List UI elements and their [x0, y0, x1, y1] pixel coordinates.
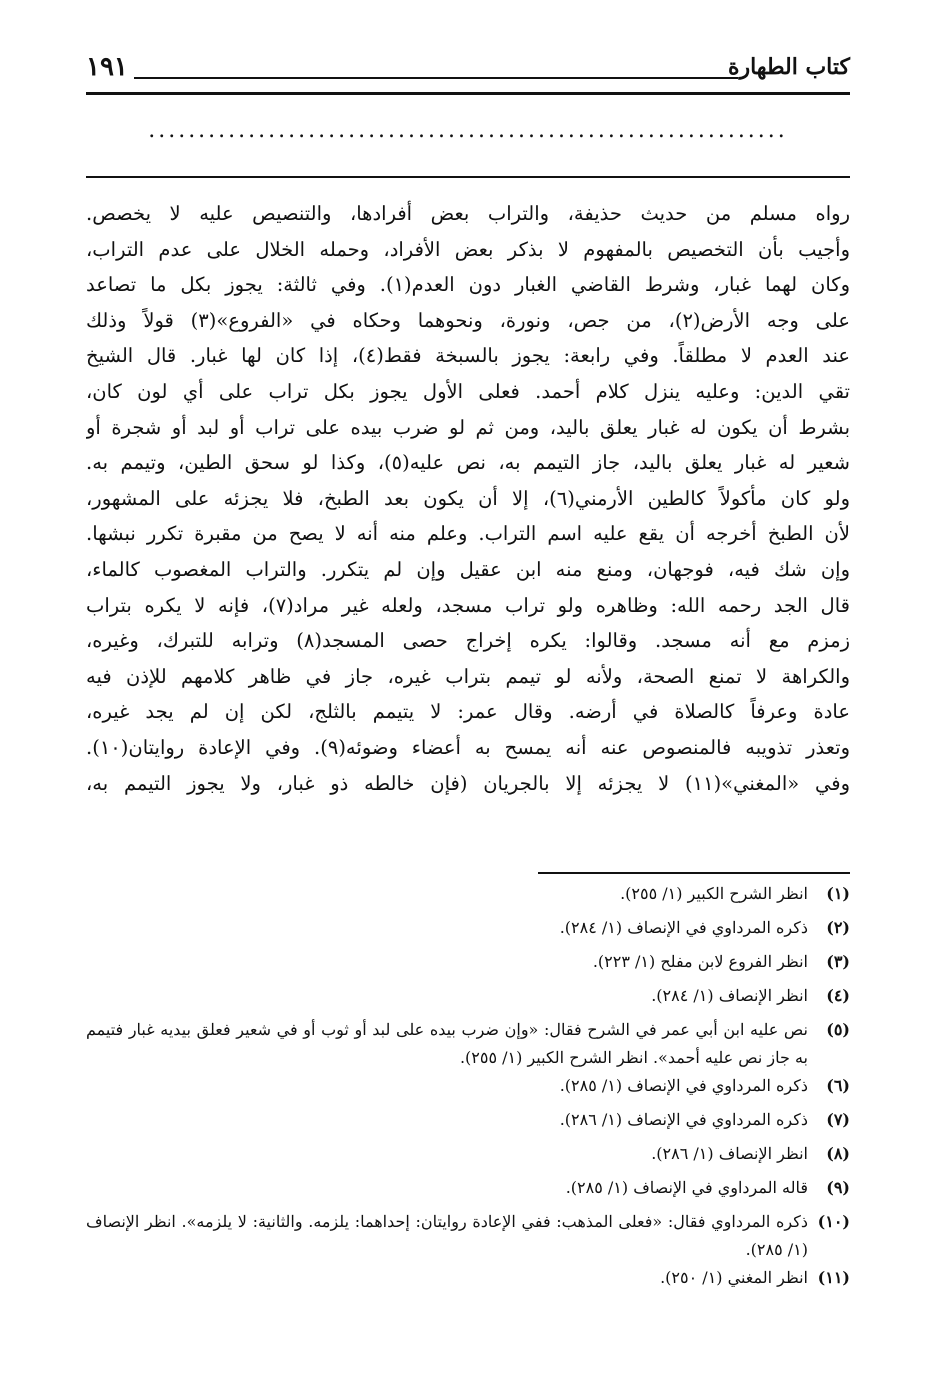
page-number: ١٩١	[86, 52, 128, 82]
text-line: شعير له غبار يعلق باليد، جاز التيمم به، نص عليه(٥)، وكذا لو سحق الطين، وتيمم به.	[86, 451, 850, 475]
omitted-text-dots: ................................................................	[148, 118, 788, 143]
footnote-text: انظر المغني (١/ ٢٥٠).	[660, 1268, 808, 1287]
text-line: عند العدم لا مطلقاً. وفي رابعة: يجوز بالسبخة فقط(٤)، إذا كان لها غبار. قال الشيخ	[86, 344, 850, 368]
footnote-number: (١١)	[817, 1268, 850, 1287]
footnote-text: ذكره المرداوي في الإنصاف (١/ ٢٨٦).	[559, 1110, 808, 1129]
text-line: قال الجد رحمه الله: وظاهره ولو تراب مسجد، ولعله غير مراد(٧)، فإنه لا يكره بتراب	[86, 593, 850, 617]
text-line: بشرط أن يكون له غبار يعلق باليد، ومن ثم لو ضرب بيده على تراب أو لبد أو شجرة أو	[86, 415, 850, 439]
footnote-separator	[538, 872, 850, 874]
footnote-text: انظر الشرح الكبير (١/ ٢٥٥).	[620, 884, 808, 903]
text-line: زمزم مع أنه مسجد. وقالوا: يكره إخراج حصى المسجد(٨) وترابه للتبرك، وغيره،	[86, 629, 850, 653]
footnotes	[86, 880, 850, 1298]
footnote-number: (٦)	[826, 1076, 850, 1095]
footnote-text: ذكره المرداوي في الإنصاف (١/ ٢٨٥).	[559, 1076, 808, 1095]
footnote-number: (١)	[826, 884, 850, 903]
text-line: وإن شك فيه، فوجهان، ومنع منه ابن عقيل وإن لم يتكرر. والتراب المغصوب كالماء،	[86, 557, 850, 581]
header-rule	[86, 92, 850, 95]
footnote-number: (٥)	[826, 1020, 850, 1039]
footnote	[86, 1174, 850, 1208]
footnote-number: (٢)	[826, 918, 850, 937]
footnote	[86, 1016, 850, 1072]
footnote	[86, 1072, 850, 1106]
footnote	[86, 982, 850, 1016]
footnote	[86, 948, 850, 982]
text-line: ولو كان مأكولاً كالطين الأرمني(٦)، إلا أن يكون بعد الطبخ، فلا يجزئه على المشهور،	[86, 486, 850, 510]
footnote-number: (٧)	[826, 1110, 850, 1129]
text-line: تقي الدين: وعليه ينزل كلام أحمد. فعلى الأول يجوز بكل تراب على أي لون كان،	[86, 379, 850, 403]
footnote-number: (١٠)	[817, 1212, 850, 1231]
text-line: وكان لهما غبار، وشرط القاضي الغبار دون العدم(١). وفي ثالثة: يجوز بكل ما تصاعد	[86, 273, 850, 297]
footnote-text: نص عليه ابن أبي عمر في الشرح فقال: «وإن ضرب بيده على لبد أو ثوب أو في شعير فعلق بيديه غبار فتيمم به جاز نص عليه أحمد». انظر الشرح الكبير (١/ ٢٥٥).	[86, 1020, 808, 1067]
text-line: وأجيب بأن التخصيص بالمفهوم لا بذكر بعض الأفراد، وحمله الخلال على عدم التراب،	[86, 237, 850, 261]
footnote-text: انظر الإنصاف (١/ ٢٨٦).	[651, 1144, 808, 1163]
footnote-text: انظر الإنصاف (١/ ٢٨٤).	[651, 986, 808, 1005]
text-line: على وجه الأرض(٢)، من جص، ونورة، ونحوهما وحكاه في «الفروع»(٣) قولاً وذلك	[86, 308, 850, 332]
footnote	[86, 1140, 850, 1174]
text-line: وتعذر تذويبه فالمنصوص عنه أنه يمسح به أعضاء وضوئه(٩). وفي الإعادة روايتان(١٠).	[86, 735, 850, 759]
text-line: رواه مسلم من حديث حذيفة، والتراب بعض أفرادها، والتنصيص عليه لا يخصص.	[86, 202, 850, 225]
text-line: لأن الطبخ أخرجه أن يقع عليه اسم التراب. وعلم منه أنه لا يصح من مقبرة تكرر نبشها.	[86, 522, 850, 546]
footnote-text: ذكره المرداوي في الإنصاف (١/ ٢٨٤).	[559, 918, 808, 937]
footnote-text: ذكره المرداوي فقال: «فعلى المذهب: ففي الإعادة روايتان: إحداهما: يلزمه. والثانية: لا يلزمه». انظر الإنصاف (١/ ٢٨٥).	[86, 1212, 808, 1259]
page-header	[86, 52, 850, 92]
text-line: وفي «المغني»(١١) لا يجزئه إلا بالجريان (فإن خالطه ذو غبار، ولا يجوز التيمم به،	[86, 771, 850, 795]
footnote-text: انظر الفروع لابن مفلح (١/ ٢٢٣).	[592, 952, 808, 971]
commentary-separator	[86, 176, 850, 178]
footnote-number: (٨)	[826, 1144, 850, 1163]
footnote	[86, 1106, 850, 1140]
footnote	[86, 1264, 850, 1298]
footnote	[86, 880, 850, 914]
text-line: والكراهة لا تمنع الصحة، ولأنه لو تيمم بتراب غيره، جاز في ظاهر كلامهم للإذن فيه	[86, 664, 850, 688]
header-leader-line	[134, 77, 738, 79]
footnote	[86, 1208, 850, 1264]
footnote-number: (٤)	[826, 986, 850, 1005]
main-text	[86, 196, 850, 801]
footnote-number: (٣)	[826, 952, 850, 971]
footnote	[86, 914, 850, 948]
running-title: كتاب الطهارة	[727, 54, 850, 80]
text-line: عادة وعرفاً كالصلاة في أرضه. وقال عمر: لا يتيمم بالثلج، لكن إن لم يجد غيره،	[86, 700, 850, 724]
footnote-number: (٩)	[826, 1178, 850, 1197]
footnote-text: قاله المرداوي في الإنصاف (١/ ٢٨٥).	[565, 1178, 808, 1197]
